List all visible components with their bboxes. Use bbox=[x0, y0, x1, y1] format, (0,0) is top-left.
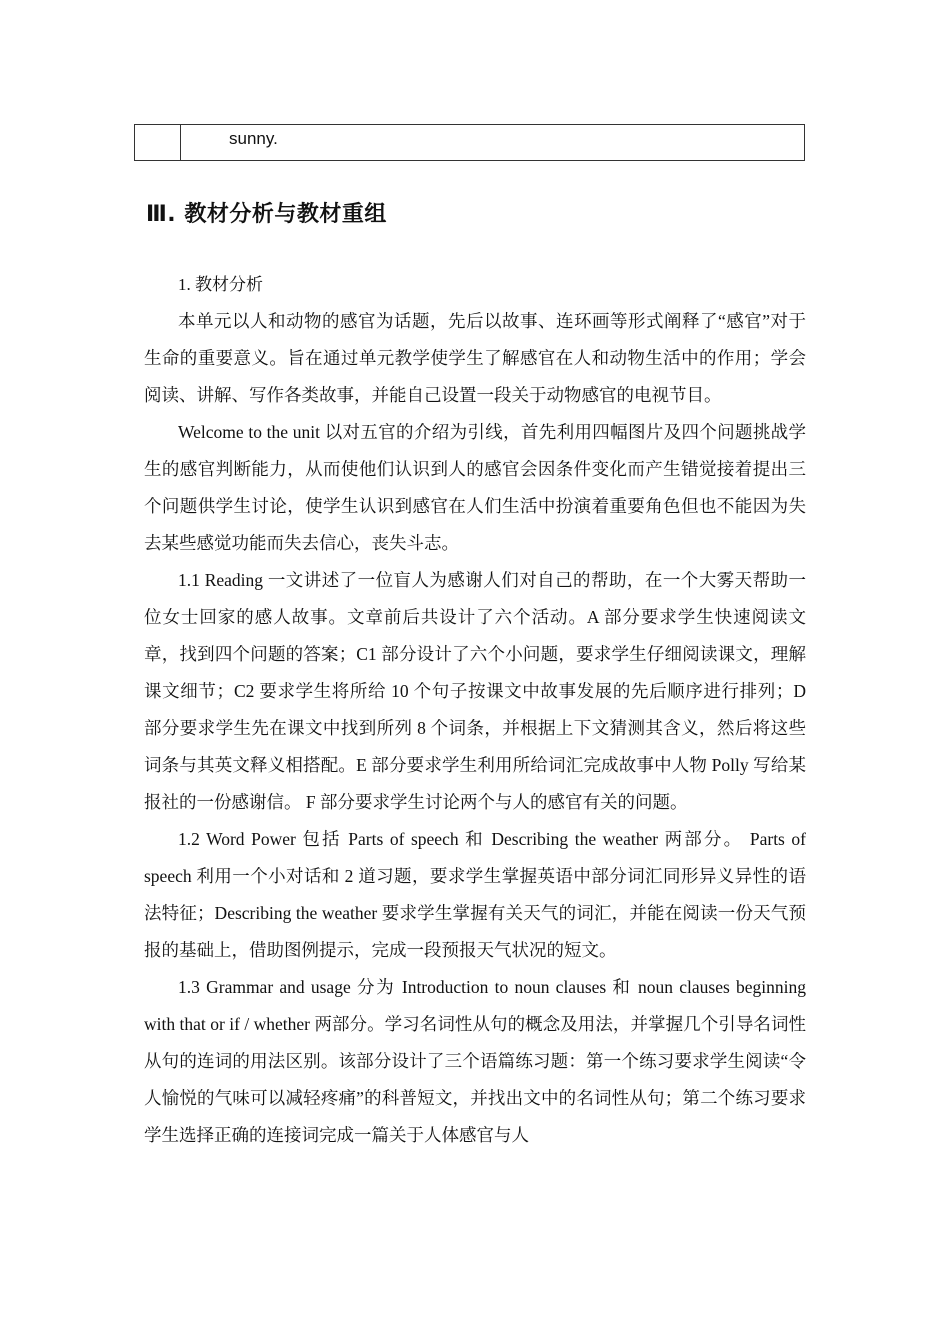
table-cell-empty bbox=[135, 125, 181, 161]
subsection-heading: 1. 教材分析 bbox=[178, 275, 263, 294]
paragraph-reading: 1.1 Reading 一文讲述了一位盲人为感谢人们对自己的帮助，在一个大雾天帮助一位女士回家的感人故事。文章前后共设计了六个活动。A 部分要求学生快速阅读文章，找到四个问题的答案；C1 部分设计了六个小问题，要求学生仔细阅读课文，理解课文细节；C2 要求学生将所给 10 个句子按课文中故事发展的先后顺序进行排列；D 部分要求学生先在课文中找到所列 8 个词条，并根据上下文猜测其含义，然后将这些词条与其英文释义相搭配。E 部分要求学生利用所给词汇完成故事中人物 Polly 写给某报社的一份感谢信。 F 部分要求学生讨论两个与人的感官有关的问题。 bbox=[144, 570, 806, 812]
paragraph-word-power: 1.2 Word Power 包括 Parts of speech 和 Describing the weather 两部分。 Parts of speech 利用一个小对话和 2 道习题，要求学生掌握英语中部分词汇同形异义异性的语法特征；Describing the weather 要求学生掌握有关天气的词汇，并能在阅读一份天气预报的基础上，借助图例提示，完成一段预报天气状况的短文。 bbox=[144, 829, 806, 960]
table-cell-text: sunny. bbox=[181, 125, 805, 161]
table-row bbox=[135, 125, 805, 161]
body-text bbox=[144, 303, 806, 1154]
paragraph-grammar: 1.3 Grammar and usage 分为 Introduction to noun clauses 和 noun clauses beginning with that or if / whether 两部分。学习名词性从句的概念及用法，并掌握几个引导名词性从句的连词的用法区别。该部分设计了三个语篇练习题：第一个练习要求学生阅读“令人愉悦的气味可以减轻疼痛”的科普短文，并找出文中的名词性从句；第二个练习要求学生选择正确的连接词完成一篇关于人体感官与人 bbox=[144, 977, 806, 1145]
paragraph-intro: 本单元以人和动物的感官为话题，先后以故事、连环画等形式阐释了“感官”对于生命的重要意义。旨在通过单元教学使学生了解感官在人和动物生活中的作用；学会阅读、讲解、写作各类故事，并能自己设置一段关于动物感官的电视节目。 bbox=[144, 311, 806, 405]
continued-table bbox=[134, 124, 805, 161]
paragraph-welcome: Welcome to the unit 以对五官的介绍为引线，首先利用四幅图片及四个问题挑战学生的感官判断能力，从而使他们认识到人的感官会因条件变化而产生错觉接着提出三个问题供学生讨论，使学生认识到感官在人们生活中扮演着重要角色但也不能因为失去某些感觉功能而失去信心，丧失斗志。 bbox=[144, 422, 806, 553]
section-heading: Ⅲ. 教材分析与教材重组 bbox=[146, 202, 387, 227]
